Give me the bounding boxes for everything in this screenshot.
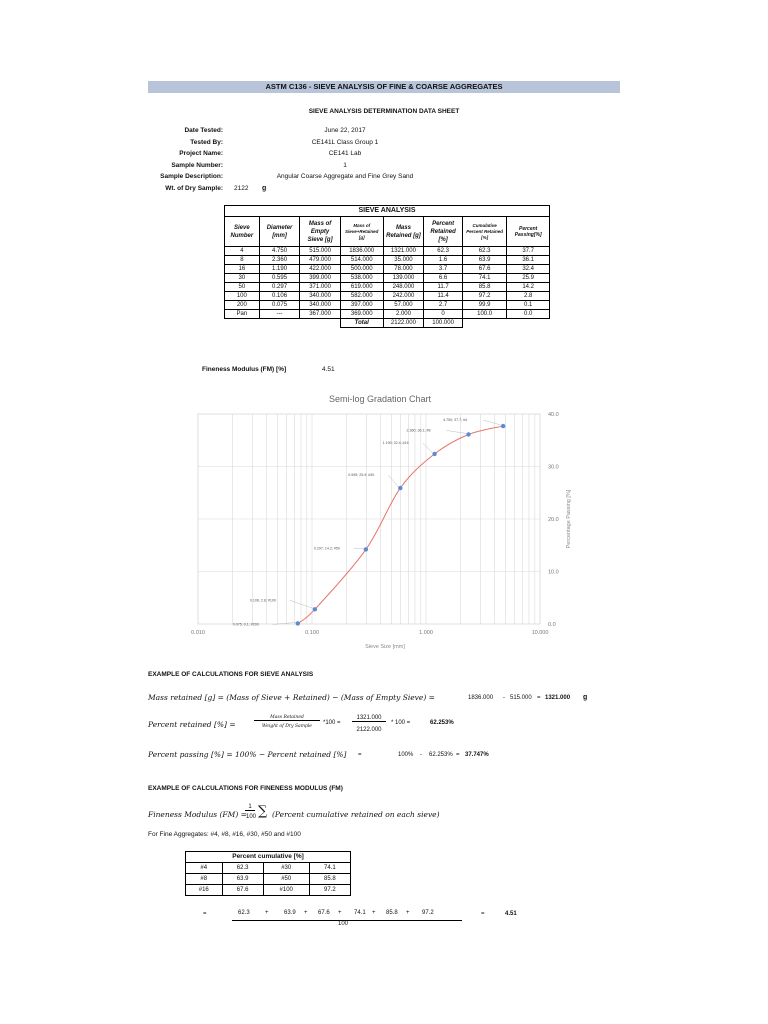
fm-label: Fineness Modulus (FM) [%] xyxy=(202,366,287,373)
plus-sign: + xyxy=(304,910,308,916)
table-cell: 399.000 xyxy=(300,274,340,283)
pr-value-den: 2122.000 xyxy=(356,727,382,733)
tested-by-label: Tested By: xyxy=(190,139,223,146)
mass-retained-formula: Mass retained [g] = (Mass of Sieve + Retained) − (Mass of Empty Sieve) = xyxy=(148,693,435,702)
table-cell: 3.7 xyxy=(424,265,463,274)
mass-value-b: 515.000 xyxy=(510,695,532,701)
table-cell: 85.8 xyxy=(462,283,506,292)
data-point xyxy=(296,621,300,625)
pp-a: 100% xyxy=(398,752,414,758)
table-cell: 11.4 xyxy=(424,292,463,301)
table-cell: 2.8 xyxy=(507,292,550,301)
data-point xyxy=(313,607,317,611)
label-leader-line xyxy=(483,420,501,425)
project-name-label: Project Name: xyxy=(179,150,223,157)
col-header: Mass of Sieve+Retained [g] xyxy=(340,217,383,247)
table-cell: 340.000 xyxy=(300,301,340,310)
data-point-label: 2.360; 36.1; #8 xyxy=(406,428,431,433)
data-point xyxy=(466,432,470,436)
table-cell: 538.000 xyxy=(340,274,383,283)
table-cell: 340.000 xyxy=(300,292,340,301)
date-tested-label: Date Tested: xyxy=(184,127,223,134)
fm-frac-den: 100 xyxy=(245,814,256,820)
mass-result: 1321.000 xyxy=(545,695,571,701)
table-cell: 35.000 xyxy=(383,256,424,265)
label-leader-line xyxy=(290,600,313,608)
table-cell: 397.000 xyxy=(340,301,383,310)
pc-cell: 74.1 xyxy=(309,863,350,874)
data-point-label: 0.075; 0.1; #200 xyxy=(232,622,259,627)
data-point-label: 0.297; 14.2; #50 xyxy=(313,546,340,551)
table-cell: 1.190 xyxy=(259,265,300,274)
table-cell: 62.3 xyxy=(462,247,506,256)
data-point-label: 1.190; 32.4; #16 xyxy=(382,440,409,445)
data-point-label: 0.106; 2.8; #100 xyxy=(249,598,276,603)
table-cell: 0.1 xyxy=(507,301,550,310)
sample-description-value: Angular Coarse Aggregate and Fine Grey Sand xyxy=(276,173,414,180)
pr-times: *100 = xyxy=(323,720,341,726)
x-tick-label: 10.000 xyxy=(531,630,549,636)
table-cell: 50 xyxy=(225,283,260,292)
fine-aggregates-note: For Fine Aggregates: #4, #8, #16, #30, #50 and #100 xyxy=(148,831,301,838)
col-header: Cumulative Percent Retained [%] xyxy=(462,217,506,247)
x-axis-label: Sieve Size [mm] xyxy=(365,644,405,650)
pc-row xyxy=(186,874,351,885)
total-mass: 2122.000 xyxy=(383,319,424,328)
y-tick-label: 30.0 xyxy=(548,464,559,471)
sum-result: 4.51 xyxy=(505,911,517,917)
sample-number-label: Sample Number: xyxy=(171,162,223,169)
sum-term: 85.8 xyxy=(386,910,398,916)
table-cell: 139.000 xyxy=(383,274,424,283)
pp-b: 62.253% xyxy=(429,752,453,758)
col-header: Mass of Empty Sieve [g] xyxy=(300,217,340,247)
fm-formula-rhs: (Percent cumulative retained on each sieve) xyxy=(272,810,440,819)
sum-term: 63.9 xyxy=(284,910,296,916)
data-point-label: 0.595; 25.9; #30 xyxy=(348,473,375,478)
table-cell: 1.6 xyxy=(424,256,463,265)
table-cell: 4.750 xyxy=(259,247,300,256)
plus-sign: + xyxy=(338,910,342,916)
table-cell: 619.000 xyxy=(340,283,383,292)
fm-value: 4.51 xyxy=(322,366,335,373)
dry-weight-value: 2122 xyxy=(234,185,249,192)
sum-numerator xyxy=(232,910,462,921)
pc-cell: #16 xyxy=(186,885,223,896)
sum-eq2: = xyxy=(481,911,485,917)
sum-denominator: 100 xyxy=(338,921,349,927)
table-cell: 57.000 xyxy=(383,301,424,310)
table-row xyxy=(225,256,550,265)
label-leader-line xyxy=(423,443,433,453)
sample-number-value: 1 xyxy=(343,162,347,169)
table-cell: 4 xyxy=(225,247,260,256)
pc-cell: #4 xyxy=(186,863,223,874)
pc-cell: #8 xyxy=(186,874,223,885)
table-cell: 14.2 xyxy=(507,283,550,292)
gradation-chart xyxy=(150,385,590,655)
table-cell: 479.000 xyxy=(300,256,340,265)
sum-term: 62.3 xyxy=(238,910,250,916)
table-cell: 422.000 xyxy=(300,265,340,274)
table-row xyxy=(225,310,550,319)
pr-mult: * 100 = xyxy=(391,720,411,726)
col-header: Percent Passing[%] xyxy=(507,217,550,247)
label-leader-line xyxy=(388,475,398,487)
dry-weight-label: Wt. of Dry Sample: xyxy=(165,185,223,192)
table-cell: 2.7 xyxy=(424,301,463,310)
table-cell: 2.000 xyxy=(383,310,424,319)
table-cell: 515.000 xyxy=(300,247,340,256)
fm-formula-lhs: Fineness Modulus (FM) = xyxy=(148,810,247,819)
table-row xyxy=(225,301,550,310)
pp-minus: - xyxy=(420,752,422,758)
table-cell: 514.000 xyxy=(340,256,383,265)
table-cell: 0.075 xyxy=(259,301,300,310)
pc-cell: 85.8 xyxy=(309,874,350,885)
table-cell: 367.000 xyxy=(300,310,340,319)
table-cell: 200 xyxy=(225,301,260,310)
y-tick-label: 10.0 xyxy=(548,569,559,576)
table-cell: 37.7 xyxy=(507,247,550,256)
table-cell: 0.0 xyxy=(507,310,550,319)
table-row xyxy=(225,247,550,256)
table-cell: 369.000 xyxy=(340,310,383,319)
table-cell: Pan xyxy=(225,310,260,319)
table-cell: 100 xyxy=(225,292,260,301)
table-cell: 248.000 xyxy=(383,283,424,292)
pc-row xyxy=(186,863,351,874)
plus-sign: + xyxy=(372,910,376,916)
pp-eq: = xyxy=(358,752,362,758)
table-cell: 67.6 xyxy=(462,265,506,274)
tested-by-value: CE141L Class Group 1 xyxy=(311,139,379,146)
document-title: ASTM C136 - SIEVE ANALYSIS OF FINE & COARSE AGGREGATES xyxy=(148,81,620,93)
table-cell: 500.000 xyxy=(340,265,383,274)
pc-row xyxy=(186,885,351,896)
pc-cell: #50 xyxy=(263,874,309,885)
calc-heading-fm: EXAMPLE OF CALCULATIONS FOR FINENESS MODULUS (FM) xyxy=(148,785,343,792)
table-row xyxy=(225,274,550,283)
pr-value-num: 1321.000 xyxy=(352,715,386,722)
sum-term: 97.2 xyxy=(422,910,434,916)
table-cell: 1321.000 xyxy=(383,247,424,256)
col-header: Percent Retained [%] xyxy=(424,217,463,247)
data-point xyxy=(398,486,402,490)
x-tick-label: 0.100 xyxy=(305,630,319,636)
pc-cell: 97.2 xyxy=(309,885,350,896)
table-cell: 242.000 xyxy=(383,292,424,301)
calc-heading-sieve: EXAMPLE OF CALCULATIONS FOR SIEVE ANALYSIS xyxy=(148,671,314,678)
y-axis-label: Percentage Passing [%] xyxy=(566,489,572,549)
pc-cell: #30 xyxy=(263,863,309,874)
table-cell: 2.360 xyxy=(259,256,300,265)
sum-symbol: ∑ xyxy=(258,804,268,819)
table-cell: 78.000 xyxy=(383,265,424,274)
percent-passing-formula: Percent passing [%] = 100% − Percent retained [%] xyxy=(148,750,347,759)
data-point-label: 4.750; 37.7; #4 xyxy=(443,418,468,423)
table-cell: 36.1 xyxy=(507,256,550,265)
fm-frac-num: 1 xyxy=(245,804,255,811)
sample-description-label: Sample Description: xyxy=(160,173,223,180)
table-row xyxy=(225,283,550,292)
mass-value-a: 1836.000 xyxy=(468,695,494,701)
pr-denominator: Weight of Dry Sample xyxy=(262,724,312,729)
table-cell: 0 xyxy=(424,310,463,319)
total-label: Total xyxy=(340,319,383,328)
table-cell: 0.297 xyxy=(259,283,300,292)
label-leader-line xyxy=(447,430,467,433)
sum-term: 67.6 xyxy=(318,910,330,916)
data-point xyxy=(501,424,505,428)
percent-retained-lhs: Percent retained [%] = xyxy=(148,720,236,729)
mass-unit: g xyxy=(583,694,588,701)
data-point xyxy=(432,452,436,456)
table-cell: 371.000 xyxy=(300,283,340,292)
table-cell: 16 xyxy=(225,265,260,274)
table-cell: 8 xyxy=(225,256,260,265)
y-tick-label: 20.0 xyxy=(548,517,559,523)
table-cell: --- xyxy=(259,310,300,319)
table-cell: 11.7 xyxy=(424,283,463,292)
dry-weight-unit: g xyxy=(262,185,267,192)
date-tested-value: June 22, 2017 xyxy=(324,127,366,134)
percent-cumulative-table xyxy=(185,851,351,896)
table-cell: 32.4 xyxy=(507,265,550,274)
table-title: SIEVE ANALYSIS xyxy=(225,206,550,217)
y-tick-label: 0.0 xyxy=(548,622,556,628)
data-point xyxy=(364,547,368,551)
pp-eq2: = xyxy=(456,752,460,758)
x-tick-label: 1.000 xyxy=(419,630,433,636)
project-name-value: CE141 Lab xyxy=(328,150,362,157)
col-header: Diameter [mm] xyxy=(259,217,300,247)
pc-cell: #100 xyxy=(263,885,309,896)
x-tick-label: 0.010 xyxy=(191,630,205,636)
table-row xyxy=(225,265,550,274)
table-cell: 25.9 xyxy=(507,274,550,283)
pr-numerator: Mass Retained xyxy=(254,715,320,721)
total-percent: 100.000 xyxy=(424,319,463,328)
pc-cell: 67.6 xyxy=(222,885,263,896)
sum-eq: = xyxy=(203,911,207,917)
mass-eq: = xyxy=(537,695,541,701)
table-cell: 74.1 xyxy=(462,274,506,283)
plus-sign: + xyxy=(265,910,269,916)
table-row xyxy=(225,292,550,301)
pp-result: 37.747% xyxy=(465,752,489,758)
chart-title: Semi-log Gradation Chart xyxy=(328,394,432,404)
sieve-analysis-table xyxy=(224,205,550,328)
pc-table-title: Percent cumulative [%] xyxy=(186,852,351,863)
table-cell: 582.000 xyxy=(340,292,383,301)
table-cell: 63.9 xyxy=(462,256,506,265)
table-cell: 100.0 xyxy=(462,310,506,319)
y-tick-label: 40.0 xyxy=(548,412,559,418)
pr-result: 62.253% xyxy=(430,720,454,726)
table-cell: 99.9 xyxy=(462,301,506,310)
sum-term: 74.1 xyxy=(354,910,366,916)
table-cell: 0.106 xyxy=(259,292,300,301)
table-cell: 1836.000 xyxy=(340,247,383,256)
document-subtitle: SIEVE ANALYSIS DETERMINATION DATA SHEET xyxy=(308,108,460,115)
pc-cell: 63.9 xyxy=(222,874,263,885)
pc-cell: 62.3 xyxy=(222,863,263,874)
table-cell: 97.2 xyxy=(462,292,506,301)
col-header: Sieve Number xyxy=(225,217,260,247)
table-cell: 30 xyxy=(225,274,260,283)
table-cell: 6.6 xyxy=(424,274,463,283)
plus-sign: + xyxy=(406,910,410,916)
table-cell: 0.595 xyxy=(259,274,300,283)
table-cell: 62.3 xyxy=(424,247,463,256)
col-header: Mass Retained [g] xyxy=(383,217,424,247)
mass-minus: - xyxy=(503,695,505,701)
